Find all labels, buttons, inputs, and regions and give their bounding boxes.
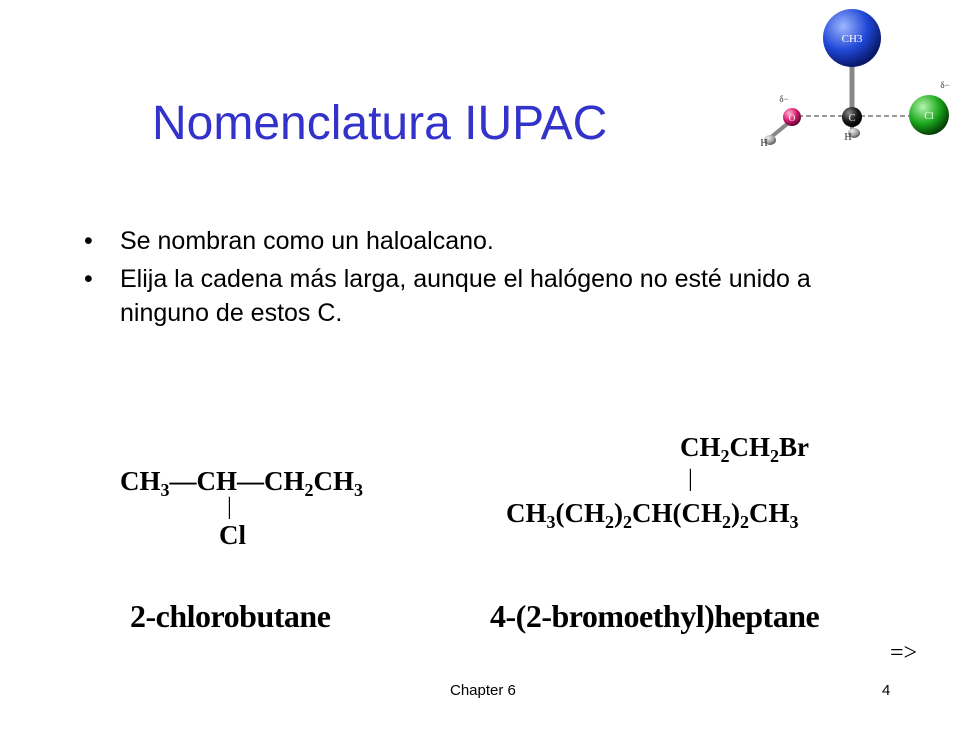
continue-arrow[interactable]: =>	[890, 640, 918, 666]
delta-oxygen-label: δ−	[779, 94, 789, 104]
hydrogen-left-label: H	[760, 138, 768, 149]
formula-subscript: 2	[720, 446, 730, 466]
formula-part: (CH	[555, 498, 605, 528]
formula-subscript: 3	[546, 512, 556, 532]
formula-ch2: CH	[264, 466, 305, 496]
formula-subscript: 3	[354, 480, 363, 500]
oxygen-label: O	[788, 113, 796, 123]
bullet-item	[84, 224, 884, 258]
formula-subscript: 2	[722, 512, 731, 532]
formula-subscript: 2	[623, 512, 632, 532]
formula-ch3: CH	[313, 466, 354, 496]
chlorine-label: Cl	[924, 111, 934, 122]
bromoethyl-branch	[680, 432, 809, 467]
bullet-dot: •	[84, 265, 93, 293]
delta-chlorine-label: δ−	[940, 80, 950, 90]
bullet-text: Se nombran como un haloalcano.	[120, 227, 494, 255]
chlorobutane-chain	[120, 466, 363, 501]
slide-title: Nomenclatura IUPAC	[152, 97, 608, 150]
formula-ch2: CH	[680, 432, 721, 462]
footer-chapter: Chapter 6	[450, 682, 516, 699]
formula-subscript: 2	[304, 480, 314, 500]
chlorobutane-vertical-bond: |	[227, 494, 232, 520]
bullet-dot: •	[84, 227, 93, 255]
formula-part: )	[731, 498, 740, 528]
formula-part: CH	[506, 498, 547, 528]
chlorobutane-substituent: Cl	[219, 520, 246, 550]
formula-subscript: 2	[740, 512, 749, 532]
bullet-list	[84, 224, 884, 334]
methyl-label: CH3	[841, 33, 863, 45]
formula-part: )	[614, 498, 623, 528]
bullet-item	[84, 262, 884, 330]
formula-part: CH	[749, 498, 790, 528]
molecule-ball-stick-icon	[740, 0, 975, 160]
page-number: 4	[882, 682, 891, 699]
heptane-vertical-bond: |	[688, 466, 693, 492]
bond: —	[237, 466, 264, 496]
formula-ch3: CH	[120, 466, 161, 496]
formula-subscript: 2	[605, 512, 614, 532]
formula-ch: CH	[196, 466, 237, 496]
formula-subscript: 3	[160, 480, 170, 500]
formula-part: CH(CH	[632, 498, 722, 528]
carbon-label: C	[848, 113, 856, 124]
compound-name-chlorobutane: 2-chlorobutane	[130, 598, 331, 634]
heptane-main-chain	[506, 498, 799, 533]
bullet-text: Elija la cadena más larga, aunque el halógeno no esté unido a ninguno de estos C.	[120, 265, 811, 327]
bond: —	[169, 466, 197, 496]
hydrogen-center-label: H	[844, 132, 852, 143]
formula-br: Br	[779, 432, 809, 462]
formula-subscript: 3	[789, 512, 799, 532]
compound-name-bromoethylheptane: 4-(2-bromoethyl)heptane	[490, 598, 820, 634]
formula-ch2: CH	[729, 432, 770, 462]
formula-subscript: 2	[770, 446, 779, 466]
